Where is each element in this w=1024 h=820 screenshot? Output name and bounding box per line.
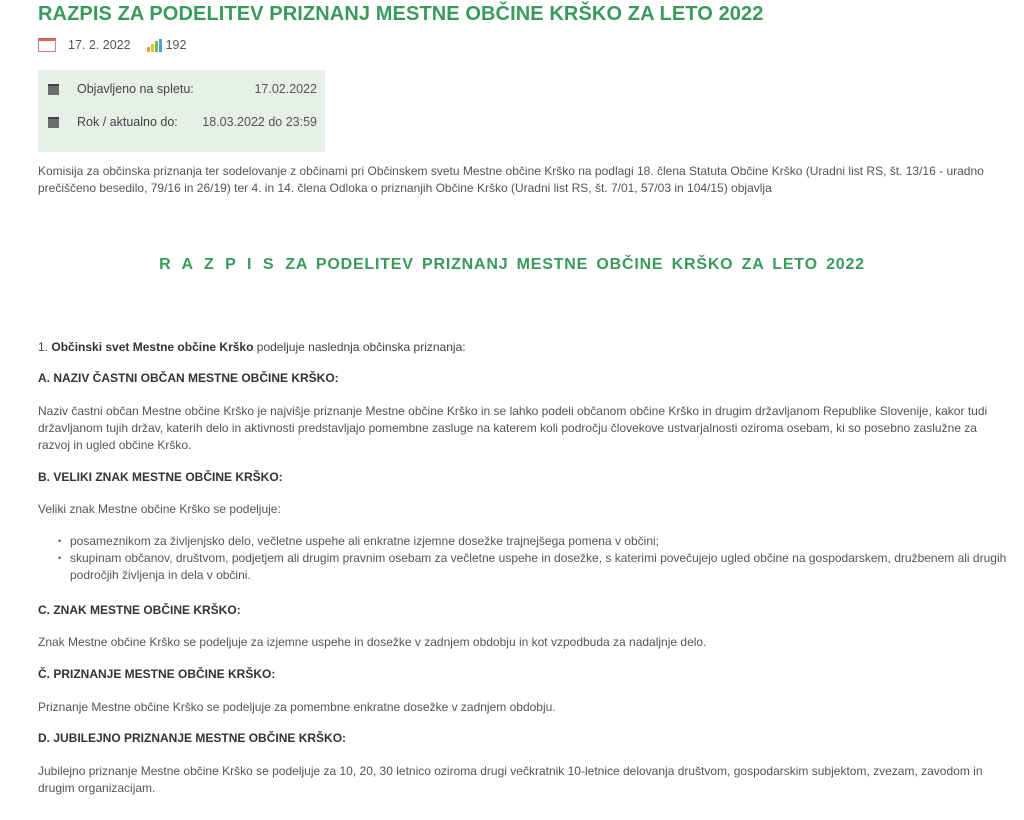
calendar-icon xyxy=(38,38,56,52)
published-label: Objavljeno na spletu: xyxy=(77,82,194,96)
deadline-value: 18.03.2022 do 23:59 xyxy=(202,115,317,129)
info-box xyxy=(38,70,325,152)
calendar-small-icon xyxy=(48,117,59,128)
list-item: • skupinam občanov, društvom, podjetjem ali drugim pravnim osebam za večletne uspehe in dosežke, s katerimi povečujejo ugled občine na gospodarskem, družbenem ali drugih področjih življenja in dela v občini. xyxy=(58,550,1008,584)
section-d-title: D. JUBILEJNO PRIZNANJE MESTNE OBČINE KRŠKO: xyxy=(38,731,347,745)
point-1 xyxy=(38,339,1008,356)
point-1-number: 1. xyxy=(38,340,49,354)
list-item: • posameznikom za življenjsko delo, večletne uspehe ali enkratne izjemne dosežke trajnejšega pomena v občini; xyxy=(58,533,1008,550)
article-meta xyxy=(38,38,186,52)
point-1-text: podeljuje naslednja občinska priznanja: xyxy=(253,340,466,354)
section-d-text: Jubilejno priznanje Mestne občine Krško se podeljuje za 10, 20, 30 letnico oziroma drugi večkratnik 10-letnice delovanja društvom, gospodarskim subjektom, zvezam, zavodom in drugim organizacijam. xyxy=(38,764,983,795)
razpis-heading-spaced: R A Z P I S xyxy=(159,256,278,273)
info-row-published xyxy=(46,79,317,99)
published-value: 17.02.2022 xyxy=(254,82,317,96)
deadline-label: Rok / aktualno do: xyxy=(77,115,178,129)
page-title: RAZPIS ZA PODELITEV PRIZNANJ MESTNE OBČINE KRŠKO ZA LETO 2022 xyxy=(38,3,764,25)
section-a-title: A. NAZIV ČASTNI OBČAN MESTNE OBČINE KRŠKO: xyxy=(38,371,339,385)
section-c-title: C. ZNAK MESTNE OBČINE KRŠKO: xyxy=(38,603,241,617)
view-count: 192 xyxy=(165,38,187,52)
bar-chart-icon xyxy=(147,39,163,52)
section-cc-text: Priznanje Mestne občine Krško se podeljuje za pomembne enkratne dosežke v zadnjem obdobju. xyxy=(38,700,556,714)
info-row-deadline xyxy=(46,112,317,132)
section-b-title: B. VELIKI ZNAK MESTNE OBČINE KRŠKO: xyxy=(38,470,283,484)
section-a-text: Naziv častni občan Mestne občine Krško je najvišje priznanje Mestne občine Krško in se lahko podeli občanom občine Krško in drugim državljanom Republike Slovenije, kakor tudi državljanom tujih držav, katerih delo in aktivnosti predstavljajo pomembne zasluge na katerem koli področju človekove ustvarjalnosti oziroma osebam, ki so posebno zaslužne za razvoj in ugled občine Krško. xyxy=(38,404,988,452)
razpis-heading xyxy=(0,256,1024,274)
point-1-bold: Občinski svet Mestne občine Krško xyxy=(51,340,254,354)
section-c-text: Znak Mestne občine Krško se podeljuje za izjemne uspehe in dosežke v zadnjem obdobju in kot vzpodbuda za nadaljnje delo. xyxy=(38,635,707,649)
section-cc-title: Č. PRIZNANJE MESTNE OBČINE KRŠKO: xyxy=(38,667,276,681)
publish-date: 17. 2. 2022 xyxy=(68,38,131,52)
section-b-list xyxy=(58,533,1008,584)
razpis-heading-rest: ZA PODELITEV PRIZNANJ MESTNE OBČINE KRŠKO ZA LETO 2022 xyxy=(277,256,865,273)
section-b-text: Veliki znak Mestne občine Krško se podeljuje: xyxy=(38,502,281,516)
calendar-small-icon xyxy=(48,84,59,95)
intro-paragraph: Komisija za občinska priznanja ter sodelovanje z občinami pri Občinskem svetu Mestne občine Krško na podlagi 18. člena Statuta Občine Krško (Uradni list RS, št. 13/16 - uradno prečiščeno besedilo, 79/16 in 26/19) ter 4. in 14. člena Odloka o priznanjih Občine Krško (Uradni list RS, št. 7/01, 57/03 in 104/15) objavlja xyxy=(38,164,984,195)
